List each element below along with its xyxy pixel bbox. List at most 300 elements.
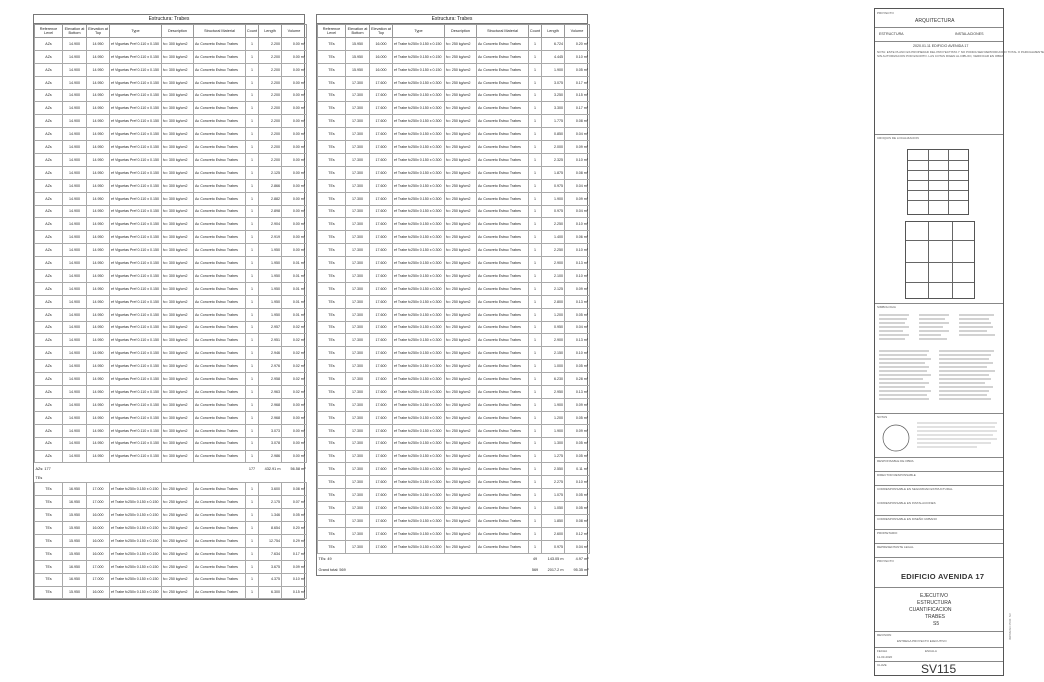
table-cell: Ac Concreto Estruc Trabes: [477, 295, 529, 308]
column-header: Elevation at Bottom: [346, 25, 370, 38]
table-cell: TEs: [35, 573, 63, 586]
table-cell: fc= 250 kg/cm2: [445, 424, 477, 437]
table-cell: 14.950: [87, 373, 110, 386]
table-cell: 17.600: [370, 386, 393, 399]
table-row: [35, 270, 307, 283]
table-cell: ef Trabe fc250x 0.150 x 0.300: [393, 76, 445, 89]
summary-cell: 177: [248, 466, 256, 471]
table-cell: fc= 300 kg/cm2: [162, 63, 194, 76]
table-cell: 17.300: [346, 450, 370, 463]
table-cell: Ac Concreto Estruc Trabes: [194, 218, 246, 231]
table-cell: 14.900: [63, 218, 87, 231]
table-cell: ef Trabe fc250x 0.150 x 0.300: [393, 102, 445, 115]
table-cell: Ac Concreto Estruc Trabes: [477, 244, 529, 257]
table-cell: 2.968: [259, 411, 282, 424]
table-cell: Ac Concreto Estruc Trabes: [194, 450, 246, 463]
table-cell: Ac Concreto Estruc Trabes: [477, 205, 529, 218]
table-cell: 14.900: [63, 89, 87, 102]
table-cell: 14.950: [87, 179, 110, 192]
table-cell: 1.346: [259, 509, 282, 522]
table-cell: 17.300: [346, 334, 370, 347]
table-cell: TEs: [35, 483, 63, 496]
table-cell: AZs: [35, 398, 63, 411]
column-header: Length: [259, 25, 282, 38]
table-cell: TEs: [35, 586, 63, 599]
table-cell: Ac Concreto Estruc Trabes: [194, 128, 246, 141]
table-cell: fc= 250 kg/cm2: [162, 573, 194, 586]
table-row: [35, 347, 307, 360]
group-header-row: [35, 474, 307, 483]
table-cell: Ac Concreto Estruc Trabes: [477, 514, 529, 527]
table-cell: TEs: [318, 141, 346, 154]
table-cell: 15.950: [63, 547, 87, 560]
table-cell: 0.09 m³: [282, 560, 307, 573]
table-cell: 17.300: [346, 218, 370, 231]
table-cell: 1: [246, 231, 259, 244]
table-cell: ef Viguetas Pref 0.110 x 0.150: [110, 398, 162, 411]
table-cell: AZs: [35, 76, 63, 89]
header-label: PROYECTO: [877, 11, 894, 15]
table-cell: fc= 300 kg/cm2: [162, 179, 194, 192]
table-row: [35, 179, 307, 192]
table-cell: 0.17 m³: [282, 547, 307, 560]
table-cell: fc= 300 kg/cm2: [162, 334, 194, 347]
table-cell: fc= 300 kg/cm2: [162, 192, 194, 205]
table-cell: 0.13 m³: [565, 334, 590, 347]
table-cell: 14.950: [87, 38, 110, 51]
table-cell: 0.950: [542, 321, 565, 334]
table-row: [318, 386, 590, 399]
table-cell: fc= 300 kg/cm2: [162, 437, 194, 450]
table-cell: 2.200: [259, 102, 282, 115]
table-row: [35, 231, 307, 244]
table-cell: ef Trabe fc250x 0.150 x 0.300: [393, 386, 445, 399]
table-cell: TEs: [318, 231, 346, 244]
summary-label: TEs: 49: [318, 556, 332, 561]
summary-cell: [246, 474, 259, 483]
table-cell: 0.10 m³: [282, 573, 307, 586]
table-cell: Ac Concreto Estruc Trabes: [477, 218, 529, 231]
table-cell: 14.950: [87, 205, 110, 218]
table-cell: 0.20 m³: [282, 522, 307, 535]
table-cell: ef Viguetas Pref 0.110 x 0.150: [110, 373, 162, 386]
side-text: IMPRESO POR: SV: [1008, 613, 1012, 640]
table-cell: Ac Concreto Estruc Trabes: [194, 386, 246, 399]
table-cell: 1: [529, 192, 542, 205]
table-cell: 1.900: [542, 192, 565, 205]
table-cell: Ac Concreto Estruc Trabes: [194, 141, 246, 154]
table-cell: 17.000: [87, 560, 110, 573]
table-cell: 1.050: [542, 502, 565, 515]
table-cell: AZs: [35, 450, 63, 463]
table-cell: 0.07 m³: [282, 496, 307, 509]
table-cell: Ac Concreto Estruc Trabes: [194, 115, 246, 128]
table-cell: 1: [529, 321, 542, 334]
table-cell: 0.00 m³: [282, 398, 307, 411]
table-cell: Ac Concreto Estruc Trabes: [477, 360, 529, 373]
table-cell: 2.250: [542, 244, 565, 257]
table-cell: 16.000: [370, 38, 393, 51]
table-cell: 17.600: [370, 257, 393, 270]
table-row: [35, 573, 307, 586]
table-cell: 1: [246, 76, 259, 89]
table-cell: Ac Concreto Estruc Trabes: [194, 166, 246, 179]
table-cell: fc= 300 kg/cm2: [162, 373, 194, 386]
table-cell: TEs: [318, 154, 346, 167]
table-cell: 1: [529, 489, 542, 502]
table-row: [318, 398, 590, 411]
table-cell: 0.00 m³: [282, 411, 307, 424]
table-cell: 17.300: [346, 476, 370, 489]
table-cell: fc= 250 kg/cm2: [445, 347, 477, 360]
table-cell: fc= 300 kg/cm2: [162, 360, 194, 373]
table-cell: fc= 250 kg/cm2: [445, 244, 477, 257]
table-cell: Ac Concreto Estruc Trabes: [477, 540, 529, 553]
table-cell: 1.950: [259, 295, 282, 308]
table-cell: 6.230: [542, 373, 565, 386]
table-cell: 17.600: [370, 102, 393, 115]
schedule-title: Estructura: Trabes: [34, 15, 304, 24]
table-cell: 0.04 m³: [565, 205, 590, 218]
table-cell: ef Viguetas Pref 0.110 x 0.150: [110, 166, 162, 179]
table-row: [35, 483, 307, 496]
table-cell: Ac Concreto Estruc Trabes: [194, 334, 246, 347]
table-cell: fc= 250 kg/cm2: [162, 586, 194, 599]
table-cell: 0.05 m³: [565, 450, 590, 463]
table-cell: 1: [246, 347, 259, 360]
summary-cell: [259, 474, 282, 483]
table-cell: Ac Concreto Estruc Trabes: [477, 424, 529, 437]
table-row: [318, 179, 590, 192]
table-cell: 2.919: [259, 231, 282, 244]
table-cell: fc= 250 kg/cm2: [445, 63, 477, 76]
table-cell: AZs: [35, 386, 63, 399]
table-cell: 0.08 m³: [565, 115, 590, 128]
table-cell: ef Trabe fc250x 0.150 x 0.150: [110, 547, 162, 560]
table-cell: AZs: [35, 128, 63, 141]
table-cell: 17.600: [370, 128, 393, 141]
table-cell: 17.300: [346, 540, 370, 553]
table-cell: 0.975: [542, 540, 565, 553]
schedule-right: [316, 14, 588, 576]
table-row: [318, 89, 590, 102]
table-cell: 14.900: [63, 50, 87, 63]
column-header: Description: [162, 25, 194, 38]
table-cell: AZs: [35, 373, 63, 386]
table-cell: 1.275: [542, 450, 565, 463]
table-cell: Ac Concreto Estruc Trabes: [194, 321, 246, 334]
table-cell: 14.950: [87, 76, 110, 89]
table-cell: ef Trabe fc250x 0.150 x 0.300: [393, 89, 445, 102]
table-cell: 17.300: [346, 360, 370, 373]
table-cell: ef Viguetas Pref 0.110 x 0.150: [110, 295, 162, 308]
table-cell: AZs: [35, 166, 63, 179]
table-cell: AZs: [35, 192, 63, 205]
table-cell: 17.600: [370, 411, 393, 424]
table-cell: 14.900: [63, 231, 87, 244]
table-cell: 3.250: [542, 89, 565, 102]
table-cell: TEs: [318, 424, 346, 437]
table-cell: TEs: [35, 547, 63, 560]
table-cell: 14.950: [87, 89, 110, 102]
table-cell: Ac Concreto Estruc Trabes: [477, 89, 529, 102]
table-cell: 0.15 m³: [282, 586, 307, 599]
table-cell: fc= 300 kg/cm2: [162, 89, 194, 102]
table-cell: Ac Concreto Estruc Trabes: [477, 334, 529, 347]
column-header: Structural Material: [194, 25, 246, 38]
table-cell: 2.200: [259, 141, 282, 154]
table-row: [35, 63, 307, 76]
table-cell: Ac Concreto Estruc Trabes: [477, 270, 529, 283]
table-cell: ef Trabe fc250x 0.150 x 0.300: [393, 398, 445, 411]
table-row: [318, 38, 590, 51]
table-cell: 17.600: [370, 308, 393, 321]
table-cell: 17.300: [346, 89, 370, 102]
table-cell: TEs: [318, 463, 346, 476]
table-cell: 14.900: [63, 63, 87, 76]
column-header: Reference Level: [318, 25, 346, 38]
table-cell: 17.600: [370, 450, 393, 463]
table-cell: fc= 250 kg/cm2: [445, 450, 477, 463]
table-cell: ef Viguetas Pref 0.110 x 0.150: [110, 450, 162, 463]
table-cell: 14.950: [87, 424, 110, 437]
table-cell: 14.950: [87, 192, 110, 205]
table-cell: 14.900: [63, 360, 87, 373]
table-cell: 1: [246, 360, 259, 373]
table-row: [35, 522, 307, 535]
table-cell: ef Viguetas Pref 0.110 x 0.150: [110, 38, 162, 51]
table-cell: 14.950: [87, 360, 110, 373]
table-row: [35, 154, 307, 167]
table-cell: 1: [246, 192, 259, 205]
table-cell: fc= 250 kg/cm2: [445, 141, 477, 154]
table-cell: 1: [246, 166, 259, 179]
table-cell: ef Trabe fc250x 0.150 x 0.300: [393, 141, 445, 154]
table-cell: 16.000: [87, 509, 110, 522]
table-cell: TEs: [318, 244, 346, 257]
table-row: [318, 218, 590, 231]
table-cell: 2.958: [259, 373, 282, 386]
table-cell: 0.00 m³: [282, 424, 307, 437]
summary-label: Grand total: 569: [318, 567, 346, 572]
table-cell: 14.900: [63, 308, 87, 321]
table-cell: 0.05 m³: [565, 437, 590, 450]
drawing-subtitle: TRABES: [925, 614, 946, 620]
table-cell: 1.300: [542, 437, 565, 450]
column-header: Volume: [565, 25, 590, 38]
table-cell: 0.20 m³: [565, 38, 590, 51]
table-cell: 16.000: [87, 547, 110, 560]
table-cell: 1: [246, 50, 259, 63]
table-cell: 1: [529, 360, 542, 373]
table-row: [35, 496, 307, 509]
schedule-header-row: [35, 25, 307, 38]
table-cell: AZs: [35, 411, 63, 424]
table-cell: ef Trabe fc250x 0.150 x 0.300: [393, 295, 445, 308]
table-cell: 14.950: [87, 218, 110, 231]
table-cell: 14.950: [87, 244, 110, 257]
table-cell: 0.04 m³: [565, 540, 590, 553]
table-cell: 3.075: [542, 76, 565, 89]
table-cell: 0.00 m³: [282, 192, 307, 205]
table-cell: Ac Concreto Estruc Trabes: [194, 179, 246, 192]
table-cell: fc= 250 kg/cm2: [445, 386, 477, 399]
table-cell: 14.950: [87, 321, 110, 334]
column-header: Description: [445, 25, 477, 38]
table-cell: fc= 300 kg/cm2: [162, 76, 194, 89]
table-cell: 6.724: [542, 38, 565, 51]
sheet-label: CLAVE: [877, 663, 887, 667]
table-cell: fc= 250 kg/cm2: [445, 295, 477, 308]
table-cell: 0.05 m³: [282, 509, 307, 522]
summary-cell: 143.05 m: [547, 556, 564, 561]
summary-cell: [282, 474, 307, 483]
table-cell: 0.17 m³: [565, 102, 590, 115]
table-cell: fc= 250 kg/cm2: [445, 540, 477, 553]
table-cell: 2.200: [259, 76, 282, 89]
table-cell: Ac Concreto Estruc Trabes: [194, 560, 246, 573]
table-cell: 0.28 m³: [565, 373, 590, 386]
summary-cell: 2017.2 m: [547, 567, 564, 572]
table-cell: 0.09 m³: [565, 282, 590, 295]
table-cell: TEs: [318, 218, 346, 231]
total-row: [318, 564, 590, 575]
table-cell: 14.900: [63, 179, 87, 192]
table-cell: fc= 300 kg/cm2: [162, 308, 194, 321]
table-cell: fc= 250 kg/cm2: [445, 38, 477, 51]
total-row: [318, 553, 590, 564]
table-cell: TEs: [318, 540, 346, 553]
table-row: [35, 76, 307, 89]
discipline-right: INSTALACIONES: [955, 32, 984, 36]
table-cell: 17.600: [370, 437, 393, 450]
table-cell: 2.882: [259, 192, 282, 205]
table-cell: ef Trabe fc250x 0.150 x 0.300: [393, 321, 445, 334]
table-cell: 16.950: [63, 483, 87, 496]
table-row: [318, 63, 590, 76]
summary-cell: 95.35 m³: [573, 567, 589, 572]
table-row: [35, 308, 307, 321]
table-cell: fc= 250 kg/cm2: [445, 166, 477, 179]
table-cell: fc= 300 kg/cm2: [162, 347, 194, 360]
table-cell: 0.10 m³: [565, 218, 590, 231]
table-cell: 17.300: [346, 321, 370, 334]
column-header: Elevation at Bottom: [63, 25, 87, 38]
table-cell: 2.125: [542, 282, 565, 295]
schedule-table: [317, 24, 590, 575]
table-cell: 1: [246, 128, 259, 141]
table-cell: 1.075: [542, 489, 565, 502]
table-cell: ef Trabe fc250x 0.150 x 0.300: [393, 282, 445, 295]
table-cell: 14.900: [63, 411, 87, 424]
table-cell: ef Viguetas Pref 0.110 x 0.150: [110, 308, 162, 321]
table-cell: 1: [529, 282, 542, 295]
table-cell: ef Viguetas Pref 0.110 x 0.150: [110, 360, 162, 373]
table-row: [318, 476, 590, 489]
address-line: 2020.01.11 EDIFICIO AVENIDA 17: [913, 44, 969, 48]
table-cell: 0.01 m³: [282, 295, 307, 308]
table-cell: ef Viguetas Pref 0.110 x 0.150: [110, 386, 162, 399]
table-cell: 1: [246, 308, 259, 321]
table-cell: 1: [246, 373, 259, 386]
table-cell: 1: [529, 450, 542, 463]
table-cell: 2.200: [259, 38, 282, 51]
table-cell: 15.950: [346, 63, 370, 76]
table-cell: 17.300: [346, 527, 370, 540]
summary-cell: 56.58 m³: [290, 466, 306, 471]
table-cell: 0.05 m³: [565, 502, 590, 515]
table-cell: 1: [529, 527, 542, 540]
table-cell: fc= 250 kg/cm2: [445, 527, 477, 540]
table-cell: 2.968: [259, 398, 282, 411]
table-cell: TEs: [318, 192, 346, 205]
table-cell: 14.950: [87, 411, 110, 424]
table-cell: 14.900: [63, 373, 87, 386]
table-cell: 2.200: [259, 115, 282, 128]
notes-lines: [917, 421, 1001, 455]
table-cell: ef Trabe fc250x 0.150 x 0.300: [393, 437, 445, 450]
table-cell: ef Trabe fc250x 0.150 x 0.300: [393, 179, 445, 192]
table-cell: 14.950: [87, 270, 110, 283]
table-cell: 17.300: [346, 192, 370, 205]
table-cell: 0.29 m³: [282, 534, 307, 547]
table-cell: Ac Concreto Estruc Trabes: [194, 573, 246, 586]
table-cell: Ac Concreto Estruc Trabes: [477, 373, 529, 386]
table-cell: fc= 250 kg/cm2: [162, 547, 194, 560]
table-cell: AZs: [35, 347, 63, 360]
table-cell: 0.00 m³: [282, 76, 307, 89]
table-cell: 1: [529, 89, 542, 102]
table-cell: 1: [529, 63, 542, 76]
table-cell: 17.600: [370, 218, 393, 231]
table-cell: TEs: [318, 347, 346, 360]
table-cell: 1: [246, 437, 259, 450]
table-cell: 1: [246, 483, 259, 496]
table-cell: 17.300: [346, 257, 370, 270]
table-cell: fc= 300 kg/cm2: [162, 321, 194, 334]
table-cell: Ac Concreto Estruc Trabes: [194, 154, 246, 167]
table-cell: fc= 250 kg/cm2: [445, 502, 477, 515]
table-cell: Ac Concreto Estruc Trabes: [477, 102, 529, 115]
column-header: Structural Material: [477, 25, 529, 38]
table-cell: 14.900: [63, 282, 87, 295]
table-cell: 0.00 m³: [282, 38, 307, 51]
table-cell: 17.600: [370, 231, 393, 244]
table-cell: TEs: [318, 360, 346, 373]
north-circle-icon: [881, 423, 911, 453]
table-cell: AZs: [35, 89, 63, 102]
table-cell: AZs: [35, 282, 63, 295]
table-cell: TEs: [35, 522, 63, 535]
table-cell: TEs: [318, 489, 346, 502]
table-cell: TEs: [318, 282, 346, 295]
table-cell: Ac Concreto Estruc Trabes: [194, 295, 246, 308]
table-row: [318, 321, 590, 334]
signature-row: REPRESENTANTE LEGAL: [877, 545, 914, 549]
table-cell: Ac Concreto Estruc Trabes: [477, 192, 529, 205]
table-cell: 17.300: [346, 308, 370, 321]
table-cell: 17.600: [370, 527, 393, 540]
table-cell: fc= 300 kg/cm2: [162, 282, 194, 295]
table-cell: fc= 300 kg/cm2: [162, 102, 194, 115]
table-cell: fc= 300 kg/cm2: [162, 295, 194, 308]
table-cell: 6.300: [259, 586, 282, 599]
table-cell: 17.600: [370, 373, 393, 386]
table-cell: TEs: [318, 321, 346, 334]
table-cell: 14.900: [63, 128, 87, 141]
table-cell: Ac Concreto Estruc Trabes: [194, 102, 246, 115]
table-cell: Ac Concreto Estruc Trabes: [477, 141, 529, 154]
